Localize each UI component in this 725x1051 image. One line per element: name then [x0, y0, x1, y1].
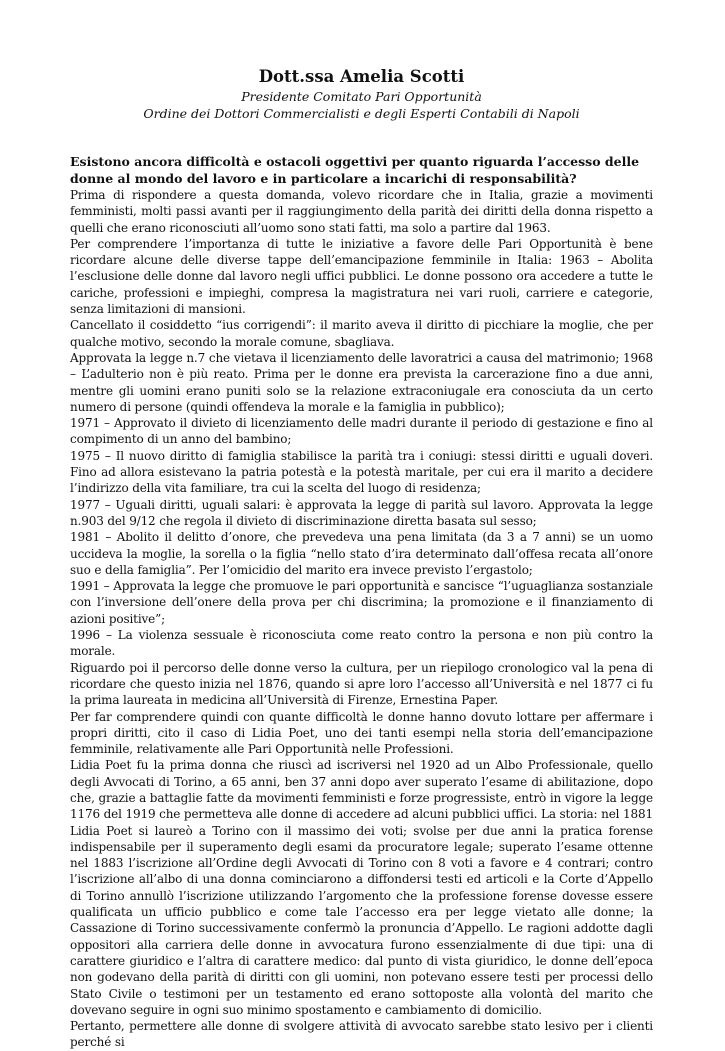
- paragraph: 1971 – Approvato il divieto di licenziamento delle madri durante il periodo di gestazione e fino al compimento di un anno del bambino;: [70, 416, 653, 447]
- paragraph: Riguardo poi il percorso delle donne verso la cultura, per un riepilogo cronologico val la pena di ricordare che questo inizia nel 1876, quando si apre loro l’accesso all’Università e nel 1877 ci fu la prima laureata in medicina all’Università di Firenze, Ernestina Paper.: [70, 660, 653, 708]
- document-header: [70, 66, 653, 122]
- paragraph: Lidia Poet fu la prima donna che riuscì ad iscriversi nel 1920 ad un Albo Professionale, quello degli Avvocati di Torino, a 65 anni, ben 37 anni dopo aver superato l’esame di abilitazione, dopo che, grazie a battaglie fatte da movimenti femministi e forze progressiste, entrò in vigore la legge 1176 del 1919 che permetteva alle donne di accedere ad alcuni pubblici uffici. La storia: nel 1881 Lidia Poet si laureò a Torino con il massimo dei voti; svolse per due anni la pratica forense indispensabile per il superamento degli esami da procuratore legale; superato l’esame ottenne nel 1883 l’iscrizione all’Ordine degli Avvocati di Torino con 8 voti a favore e 4 contrari; contro l’iscrizione all’albo di una donna cominciarono a diffondersi testi ed articoli e la Corte d’Appello di Torino annullò l’iscrizione utilizzando l’argomento che la professione forense dovesse essere qualificata un ufficio pubblico e come tale l’accesso era per legge vietato alle donne; la Cassazione di Torino successivamente confermò la pronuncia d’Appello. Le ragioni addotte dagli oppositori alla carriera delle donne in avvocatura furono essenzialmente di due tipi: una di carattere giuridico e l’altra di carattere medico: dal punto di vista giuridico, le donne dell’epoca non godevano della parità di diritti con gli uomini, non potevano essere testi per processi dello Stato Civile o testimoni per un testamento ed erano sottoposte alla volontà del marito che dovevano seguire in ogni suo minimo spostamento e cambiamento di domicilio.: [70, 758, 653, 1017]
- paragraph: 1981 – Abolito il delitto d’onore, che prevedeva una pena limitata (da 3 a 7 anni) se un uomo uccideva la moglie, la sorella o la figlia “nello stato d’ira determinato dall’offesa recata all’onore suo e della famiglia”. Per l’omicidio del marito era invece previsto l’ergastolo;: [70, 530, 653, 577]
- author-organization: Ordine dei Dottori Commercialisti e degli Esperti Contabili di Napoli: [143, 106, 580, 121]
- author-role: Presidente Comitato Pari Opportunità: [241, 89, 482, 104]
- paragraph: 1975 – Il nuovo diritto di famiglia stabilisce la parità tra i coniugi: stessi diritti e uguali doveri. Fino ad allora esistevano la patria potestà e la potestà maritale, per cui era il marito a decidere l’indirizzo della vita familiare, tra cui la scelta del luogo di residenza;: [70, 448, 653, 496]
- paragraph: 1991 – Approvata la legge che promuove le pari opportunità e sancisce “l’uguaglianza sostanziale con l’inversione dell’onere della prova per chi discrimina; la promozione e il finanziamento di azioni positive”;: [70, 579, 653, 626]
- paragraph: Per comprendere l’importanza di tutte le iniziative a favore delle Pari Opportunità è bene ricordare alcune delle diverse tappe dell’emancipazione femminile in Italia: 1963 – Abolita l’esclusione delle donne dal lavoro negli uffici pubblici. Le donne possono ora accedere a tutte le cariche, professioni e impieghi, compresa la magistratura nei vari ruoli, carriere e categorie, senza limitazioni di mansioni.: [70, 236, 653, 317]
- paragraph: Approvata la legge n.7 che vietava il licenziamento delle lavoratrici a causa del matrimonio; 1968 – L’adulterio non è più reato. Prima per le donne era prevista la carcerazione fino a due anni, mentre gli uomini erano puniti solo se la relazione extraconiugale era conosciuta da un certo numero di persone (quindi offendeva la morale e la famiglia in pubblico);: [70, 350, 653, 414]
- paragraph: Pertanto, permettere alle donne di svolgere attività di avvocato sarebbe stato lesivo per i clienti perché si: [70, 1019, 653, 1050]
- interview-question: Esistono ancora difficoltà e ostacoli oggettivi per quanto riguarda l’accesso delle donne al mondo del lavoro e in particolare a incarichi di responsabilità?: [70, 154, 640, 186]
- paragraph: 1977 – Uguali diritti, uguali salari: è approvata la legge di parità sul lavoro. Approvata la legge n.903 del 9/12 che regola il divieto di discriminazione diretta basata sul sesso;: [70, 497, 653, 528]
- paragraph: 1996 – La violenza sessuale è riconosciuta come reato contro la persona e non più contro la morale.: [70, 628, 653, 659]
- author-name: Dott.ssa Amelia Scotti: [258, 67, 465, 86]
- answer-body: [70, 187, 653, 1051]
- paragraph: Prima di rispondere a questa domanda, volevo ricordare che in Italia, grazie a movimenti femministi, molti passi avanti per il raggiungimento della parità dei diritti della donna rispetto a quelli che erano riconosciuti all’uomo sono stati fatti, ma solo a partire dal 1963.: [70, 188, 653, 235]
- paragraph: Cancellato il cosiddetto “ius corrigendi”: il marito aveva il diritto di picchiare la moglie, che per qualche motivo, secondo la morale comune, sbagliava.: [70, 318, 653, 349]
- paragraph: Per far comprendere quindi con quante difficoltà le donne hanno dovuto lottare per affermare i propri diritti, cito il caso di Lidia Poet, uno dei tanti esempi nella storia dell’emancipazione femminile, relativamente alle Pari Opportunità nelle Professioni.: [70, 709, 653, 757]
